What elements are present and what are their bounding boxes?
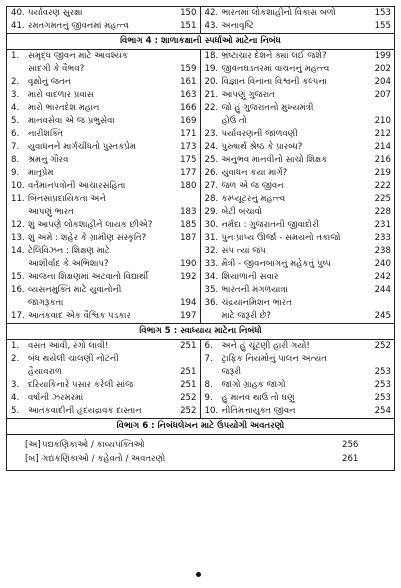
entry-number: 9. xyxy=(11,168,20,178)
entry-title: ભ્રષ્ટાચાર દેશને ક્યાં લઈ જશે? xyxy=(221,51,327,61)
entry-title: નીતિમત્તાયુક્ત જીવન xyxy=(221,406,296,416)
toc-entry xyxy=(7,452,394,466)
entry-title: ટેલિવિઝન : શિક્ષણ માટે xyxy=(28,246,110,256)
entry-page: 171 xyxy=(180,129,197,139)
entry-title: આપણું ભારત xyxy=(28,207,74,217)
toc-entry xyxy=(7,366,200,379)
entry-title: ચંદ્રયાનમિશન ભારત xyxy=(221,298,292,308)
toc-entry xyxy=(7,50,200,63)
entry-title: હું માનવ થાઉં તો ઘણું xyxy=(221,393,295,403)
entry-page: 240 xyxy=(374,259,391,269)
entry-number: 34. xyxy=(204,272,219,282)
entry-page: 245 xyxy=(374,311,391,321)
entry-title: માટે જરૂરી છે? xyxy=(221,311,271,321)
entry-title: આતંકવાદ એક વૈશ્વિક પડકાર xyxy=(28,311,131,321)
entry-page: 252 xyxy=(180,406,197,416)
entry-page: 163 xyxy=(180,90,197,100)
entry-number: 21. xyxy=(204,90,219,100)
entry-page: 161 xyxy=(180,77,197,87)
entry-page: 253 xyxy=(374,380,391,390)
entry-number: 41. xyxy=(11,21,25,31)
entry-title: જીવનઘડતરમાં વાચનનું મહત્ત્વ xyxy=(221,64,330,74)
toc-entry xyxy=(201,392,395,405)
entry-title: માનવસેવા એ જ પ્રભુસેવા xyxy=(28,116,115,126)
entry-number: 14. xyxy=(11,246,25,256)
entry-number: 25. xyxy=(204,155,219,165)
entry-page: 166 xyxy=(180,103,197,113)
entry-page: 251 xyxy=(180,380,197,390)
toc-entry xyxy=(201,340,395,353)
entry-title: કમ્પ્યૂટરનું મહત્ત્વ xyxy=(221,194,286,204)
entry-title: વિજ્ઞાન વિનાના વિશ્વની કલ્પના xyxy=(221,77,327,87)
entry-number: 12. xyxy=(11,220,25,230)
entry-page: 192 xyxy=(180,272,197,282)
entry-number: 6. xyxy=(11,129,20,139)
entry-number: 23. xyxy=(204,129,219,139)
toc-entry xyxy=(201,258,395,271)
toc-entry xyxy=(7,180,200,193)
entry-title: પુરુષાર્થ શ્રેષ્ઠ કે પ્રારબ્ધ? xyxy=(221,142,303,152)
entry-title: જરૂરી xyxy=(221,367,242,377)
entry-title: સંપ ત્યાં જંપ xyxy=(221,246,266,256)
toc-entry xyxy=(201,245,395,258)
entry-number: 7. xyxy=(204,354,213,364)
entry-number: 16. xyxy=(11,285,25,295)
entry-number: 10. xyxy=(204,406,219,416)
entry-title: નારીશક્તિ xyxy=(28,129,64,139)
entry-number: 1. xyxy=(11,51,20,61)
entry-page: 253 xyxy=(374,393,391,403)
entry-number: 35. xyxy=(204,285,219,295)
toc-entry xyxy=(201,154,395,167)
entry-title: શું અમે : શહેર કે ગ્રામીણ સંસ્કૃતિ? xyxy=(28,233,147,243)
entry-number: 7. xyxy=(11,142,20,152)
entry-title: જાગરૂકતા xyxy=(28,298,64,308)
entry-page: 219 xyxy=(374,168,391,178)
entry-page: 212 xyxy=(374,129,391,139)
entry-title: મૈત્રી - જીવનબાગનું મહેકતું પુષ્પ xyxy=(221,259,331,269)
entry-title: મારો વાદળાર પ્રવાસ xyxy=(28,90,94,100)
entry-title: શિયાળાની સવાર xyxy=(221,272,279,282)
toc-entry xyxy=(7,245,200,258)
toc-entry xyxy=(7,297,200,310)
toc-entry xyxy=(201,50,395,63)
entry-title: આશીર્વાદ કે અભિશાપ? xyxy=(28,259,109,269)
entry-page: 261 xyxy=(342,454,359,464)
toc-entry xyxy=(201,20,395,33)
entry-title: પર્યાવરણની જાળવણી xyxy=(221,129,298,139)
entry-title: વ્યસનમુક્તિ માટે યુવાનોની xyxy=(28,285,122,295)
entry-number: 42. xyxy=(204,8,219,18)
entry-number: 5. xyxy=(11,116,20,126)
section-4-heading: વિભાગ 4 : શાળાકક્ષાની સ્પર્ધાઓ માટેના નિબંધ xyxy=(6,34,395,50)
entry-number: 40. xyxy=(11,8,25,18)
toc-entry xyxy=(7,154,200,167)
toc-entry xyxy=(7,353,200,366)
toc-entry xyxy=(7,310,200,323)
toc-entry xyxy=(7,271,200,284)
entry-page: 244 xyxy=(374,285,391,295)
entry-title: આજના શિક્ષણમાં અટવાતો વિદ્યાર્થી xyxy=(28,272,149,282)
entry-number: 9. xyxy=(204,393,213,403)
entry-page: 204 xyxy=(374,77,391,87)
toc-entry xyxy=(7,219,200,232)
toc-entry xyxy=(7,167,200,180)
toc-entry xyxy=(201,102,395,115)
entry-title: મારો ભારતદેશ મહાન xyxy=(28,103,100,113)
entry-page: 207 xyxy=(374,90,391,100)
toc-entry xyxy=(7,141,200,154)
entry-title: ભારતમાં લોકશાહીનો વિકાસ બળો xyxy=(221,8,336,18)
entry-number: 10. xyxy=(11,181,25,191)
entry-title: આપણું ગુજરાત xyxy=(221,90,275,100)
toc-entry xyxy=(7,7,200,20)
entry-title: યુવાધનને માર્ગચીંધતો પુસ્તકપ્રેમ xyxy=(28,142,136,152)
entry-number: 4. xyxy=(11,103,20,113)
entry-page: 210 xyxy=(374,116,391,126)
entry-page: 155 xyxy=(374,21,391,31)
entry-title: સાદગી કે વૈભવ? xyxy=(28,64,85,74)
toc-entry xyxy=(7,20,200,33)
entry-title: જળ એ જ જીવન xyxy=(221,181,284,191)
entry-number: 28. xyxy=(204,194,219,204)
entry-page: 183 xyxy=(180,207,197,217)
entry-number: 17. xyxy=(11,311,25,321)
toc-entry xyxy=(201,76,395,89)
toc-entry xyxy=(7,405,200,418)
top-right-column xyxy=(201,7,395,33)
toc-entry xyxy=(201,89,395,102)
entry-number: 2. xyxy=(11,354,20,364)
entry-title: દરિયાકિનારે પસાર કરેલી સાંજ xyxy=(28,380,134,390)
entry-page: 225 xyxy=(374,194,391,204)
toc-entry xyxy=(201,310,395,323)
entry-page: 251 xyxy=(180,341,197,351)
entry-title: પુનઃપ્રાપ્ય ઊર્જા - સમયનો તકાજો xyxy=(221,233,341,243)
toc-entry xyxy=(7,76,200,89)
entry-number: 22. xyxy=(204,103,219,113)
entry-number: 2. xyxy=(11,77,20,87)
entry-page: 159 xyxy=(180,64,197,74)
toc-entry xyxy=(7,102,200,115)
toc-entry xyxy=(7,89,200,102)
entry-title: ટ્રાફિક નિયમોનું પાલન અત્યંત xyxy=(221,354,327,364)
toc-entry xyxy=(201,232,395,245)
entry-page: 150 xyxy=(180,8,197,18)
entry-page: 185 xyxy=(180,220,197,230)
entry-page: 233 xyxy=(374,233,391,243)
toc-entry xyxy=(201,7,395,20)
entry-page: 173 xyxy=(180,142,197,152)
entry-number: 1. xyxy=(11,341,20,351)
entry-page: 253 xyxy=(374,367,391,377)
toc-entry xyxy=(7,392,200,405)
entry-page: 197 xyxy=(180,311,197,321)
entry-number: 3. xyxy=(11,90,20,100)
entry-number: [અ] xyxy=(25,440,41,450)
entry-page: 256 xyxy=(342,440,359,450)
entry-title: વૃક્ષોનું જતન xyxy=(28,77,72,87)
entry-number: 5. xyxy=(11,406,20,416)
entry-number: 24. xyxy=(204,142,219,152)
toc-entry xyxy=(7,258,200,271)
section-5-heading: વિભાગ 5 : સ્વાધ્યાય માટેના નિબંધો xyxy=(6,324,395,340)
entry-title: વસંત આવી, રંગો લાવી! xyxy=(28,341,109,351)
entry-number: 26. xyxy=(204,168,219,178)
entry-title: માતૃપ્રેમ xyxy=(28,168,54,178)
entry-number: 13. xyxy=(11,233,25,243)
entry-number: 29. xyxy=(204,207,219,217)
entry-number: 8. xyxy=(204,380,213,390)
entry-title: ગદ્યકણિકાઓ / કહેવતો / અવતરણો xyxy=(42,454,166,464)
entry-title: અને હું ચૂંટણી હારી ગયો! xyxy=(221,341,310,351)
entry-number: 20. xyxy=(204,77,219,87)
section-6-entries xyxy=(6,435,395,471)
entry-page: 231 xyxy=(374,220,391,230)
toc-entry xyxy=(7,63,200,76)
entry-title: વર્ષાની ઝરમરમાં xyxy=(28,393,84,403)
section-4-left-column xyxy=(7,50,201,323)
entry-page: 175 xyxy=(180,155,197,165)
toc-entry xyxy=(201,180,395,193)
entry-title: બિનસાંપ્રદાયિકતા અને xyxy=(28,194,106,204)
entry-title: આતંકવાદીની હૃદયદ્રાવક દાસ્તાન xyxy=(28,406,142,416)
toc-entry xyxy=(201,297,395,310)
toc-entry xyxy=(201,379,395,392)
entry-title: જો હું ગુજરાતનો મુખ્યમંત્રી xyxy=(221,103,314,113)
table-of-contents xyxy=(6,6,395,471)
section-5-entries xyxy=(6,340,395,419)
entry-number: 6. xyxy=(204,341,213,351)
entry-title: અનુભવ માનવીનો સાચો શિક્ષક xyxy=(221,155,328,165)
entry-title: બંધ થયેલી ચાલણી નોટની xyxy=(28,354,119,364)
entry-number: 15. xyxy=(11,272,25,282)
entry-page: 252 xyxy=(180,393,197,403)
toc-entry xyxy=(201,366,395,379)
entry-page: 151 xyxy=(180,21,197,31)
toc-entry xyxy=(201,193,395,206)
toc-entry xyxy=(201,167,395,180)
entry-title: બેટી બચાવો xyxy=(221,207,262,217)
toc-entry xyxy=(7,379,200,392)
toc-entry xyxy=(201,63,395,76)
toc-entry xyxy=(201,115,395,128)
entry-number: [બ] xyxy=(25,454,39,464)
toc-entry xyxy=(7,128,200,141)
entry-page: 180 xyxy=(180,181,197,191)
entry-title: અનાવૃષ્ટિ xyxy=(221,21,255,31)
toc-entry xyxy=(7,206,200,219)
toc-entry xyxy=(7,284,200,297)
top-left-column xyxy=(7,7,201,33)
entry-page: 251 xyxy=(180,367,197,377)
entry-number: 18. xyxy=(204,51,219,61)
entry-page: 228 xyxy=(374,207,391,217)
toc-entry xyxy=(201,141,395,154)
entry-number: 32. xyxy=(204,246,219,256)
entry-title: પદ્યકણિકાઓ / કાવ્યપંક્તિઓ xyxy=(42,440,145,450)
entry-title: યુવાધન કયા માર્ગે? xyxy=(221,168,288,178)
toc-entry xyxy=(7,340,200,353)
entry-title: વર્તમાનપત્રોની આચારસંહિતા xyxy=(28,181,126,191)
toc-entry xyxy=(201,353,395,366)
toc-entry xyxy=(201,271,395,284)
page-dot xyxy=(196,572,201,577)
entry-title: શું આપણે લોકશાહીને લાયક છીએ? xyxy=(28,220,153,230)
entry-title: હોઉં તો xyxy=(221,116,247,126)
section-4-entries xyxy=(6,50,395,324)
entry-title: રમતગમતનું જીવનમાં મહત્ત્વ xyxy=(28,21,129,31)
entry-page: 214 xyxy=(374,142,391,152)
toc-entry xyxy=(7,193,200,206)
entry-number: 3. xyxy=(11,380,20,390)
section-4-right-column xyxy=(201,50,395,323)
entry-number: 11. xyxy=(11,194,25,204)
entry-page: 169 xyxy=(180,116,197,126)
entry-page: 190 xyxy=(180,259,197,269)
entry-title: નર્મદા : ગુજરાતની જીવાદોરી xyxy=(221,220,319,230)
toc-entry xyxy=(201,206,395,219)
toc-entry xyxy=(201,128,395,141)
entry-page: 194 xyxy=(180,298,197,308)
entry-number: 27. xyxy=(204,181,219,191)
entry-number: 4. xyxy=(11,393,20,403)
entry-number: 33. xyxy=(204,259,219,269)
toc-entry xyxy=(7,232,200,245)
toc-entry xyxy=(201,219,395,232)
entry-page: 177 xyxy=(180,168,197,178)
entry-title: હૈયાવરાળ xyxy=(28,367,62,377)
entry-page: 242 xyxy=(374,272,391,282)
entry-number: 43. xyxy=(204,21,219,31)
entry-number: 31. xyxy=(204,233,219,243)
entry-page: 153 xyxy=(374,8,391,18)
entry-title: જાગો ગ્રાહક જાગો xyxy=(221,380,286,390)
entry-title: ભારતની મંગળયાત્રા xyxy=(221,285,288,295)
entry-title: શ્રમનું ગૌરવ xyxy=(28,155,69,165)
entry-page: 222 xyxy=(374,181,391,191)
entry-page: 216 xyxy=(374,155,391,165)
section-5-left-column xyxy=(7,340,201,418)
section-6-heading: વિભાગ 6 : નિબંધલેખન માટે ઉપયોગી અવતરણો xyxy=(6,419,395,435)
entry-number: 8. xyxy=(11,155,20,165)
entry-number: 19. xyxy=(204,64,219,74)
section-5-right-column xyxy=(201,340,395,418)
toc-entry xyxy=(201,405,395,418)
entry-page: 238 xyxy=(374,246,391,256)
entry-title: સમૃદ્ધ જીવન માટે આવશ્યક xyxy=(28,51,128,61)
toc-entry xyxy=(7,438,394,452)
entry-page: 252 xyxy=(374,341,391,351)
entry-page: 199 xyxy=(374,51,391,61)
entry-number: 36. xyxy=(204,298,219,308)
entry-title: પર્યાવરણ સુરક્ષા xyxy=(28,8,83,18)
toc-entry xyxy=(7,115,200,128)
top-entries xyxy=(6,6,395,34)
entry-page: 254 xyxy=(374,406,391,416)
toc-entry xyxy=(201,284,395,297)
entry-page: 202 xyxy=(374,64,391,74)
entry-number: 30. xyxy=(204,220,219,230)
entry-page: 187 xyxy=(180,233,197,243)
